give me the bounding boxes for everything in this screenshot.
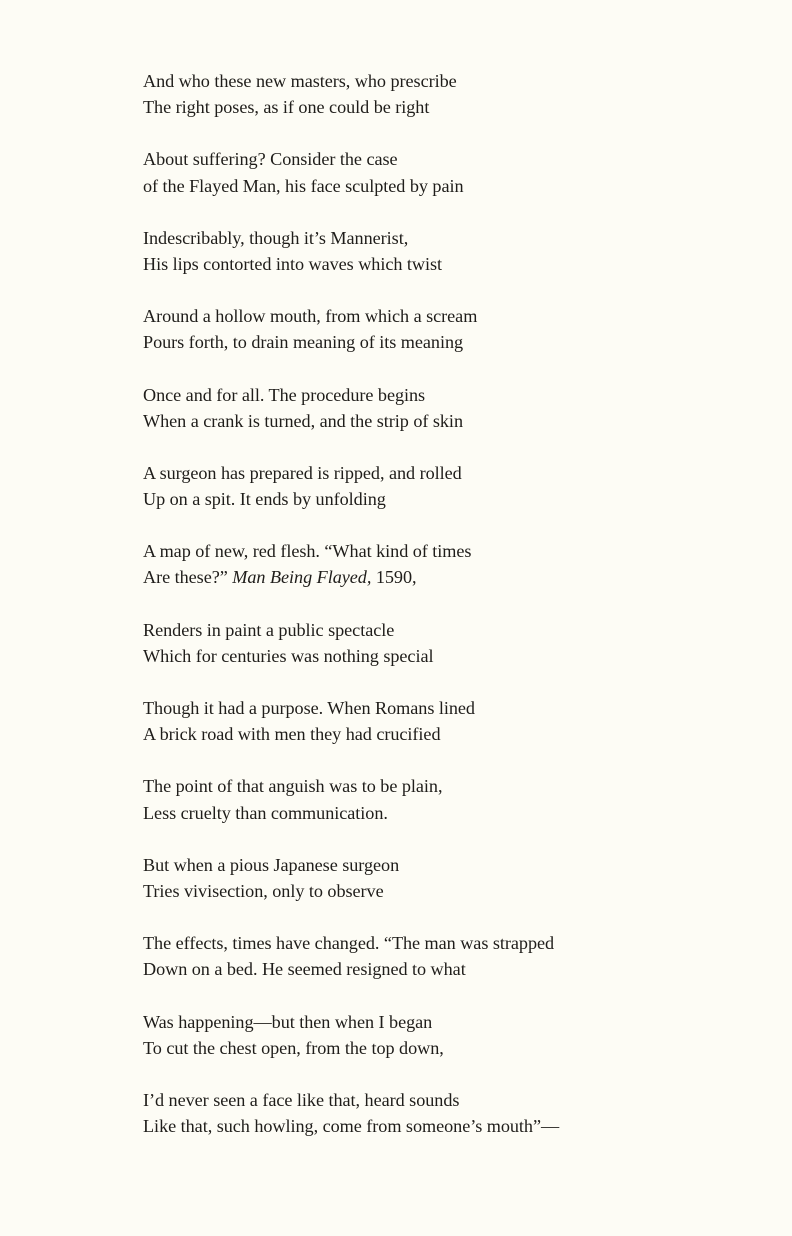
stanza <box>143 1087 743 1139</box>
poem-line: To cut the chest open, from the top down, <box>143 1037 444 1058</box>
poem-line: The right poses, as if one could be right <box>143 97 430 118</box>
poem-line: And who these new masters, who prescribe <box>143 71 457 91</box>
poem-line: A surgeon has prepared is ripped, and rolled <box>143 462 462 483</box>
stanza <box>143 146 743 198</box>
poem-line: A brick road with men they had crucified <box>143 724 441 745</box>
poem-text <box>143 68 743 1165</box>
poem-line: His lips contorted into waves which twist <box>143 253 443 274</box>
poem-line: of the Flayed Man, his face sculpted by pain <box>143 175 464 196</box>
poem-line: Was happening—but then when I began <box>143 1011 433 1032</box>
stanza <box>143 617 743 669</box>
poem-line: Indescribably, though it’s Mannerist, <box>143 227 409 248</box>
poem-line: Like that, such howling, come from someone’s mouth”— <box>143 1116 560 1137</box>
poem-line: About suffering? Consider the case <box>143 149 398 170</box>
poem-line: Pours forth, to drain meaning of its meaning <box>143 332 464 353</box>
poem-line: Around a hollow mouth, from which a scream <box>143 306 478 327</box>
poem-line: Which for centuries was nothing special <box>143 645 434 666</box>
poem-line: Up on a spit. It ends by unfolding <box>143 489 386 510</box>
poem-line: Though it had a purpose. When Romans lined <box>143 698 475 718</box>
stanza <box>143 773 743 825</box>
poem-line: Down on a bed. He seemed resigned to what <box>143 959 466 980</box>
poem-line: But when a pious Japanese surgeon <box>143 854 400 875</box>
stanza <box>143 303 743 355</box>
poem-line: When a crank is turned, and the strip of skin <box>143 410 463 431</box>
italic-title: Man Being Flayed, <box>232 567 372 588</box>
poem-line: Are these?” Man Being Flayed, 1590, <box>143 567 417 588</box>
poem-line: Renders in paint a public spectacle <box>143 619 395 640</box>
stanza <box>143 225 743 277</box>
poem-line: A map of new, red flesh. “What kind of times <box>143 541 472 562</box>
stanza <box>143 382 743 434</box>
stanza <box>143 695 743 747</box>
poem-line: The effects, times have changed. “The man was strapped <box>143 933 555 954</box>
poem-line: Less cruelty than communication. <box>143 802 388 823</box>
stanza <box>143 1009 743 1061</box>
stanza <box>143 852 743 904</box>
stanza <box>143 460 743 512</box>
poem-line: The point of that anguish was to be plain, <box>143 776 443 797</box>
stanza <box>143 68 743 120</box>
poem-line: Once and for all. The procedure begins <box>143 384 426 405</box>
poem-line: I’d never seen a face like that, heard sounds <box>143 1089 460 1110</box>
stanza <box>143 930 743 982</box>
poem-line: Tries vivisection, only to observe <box>143 880 384 901</box>
stanza <box>143 538 743 590</box>
